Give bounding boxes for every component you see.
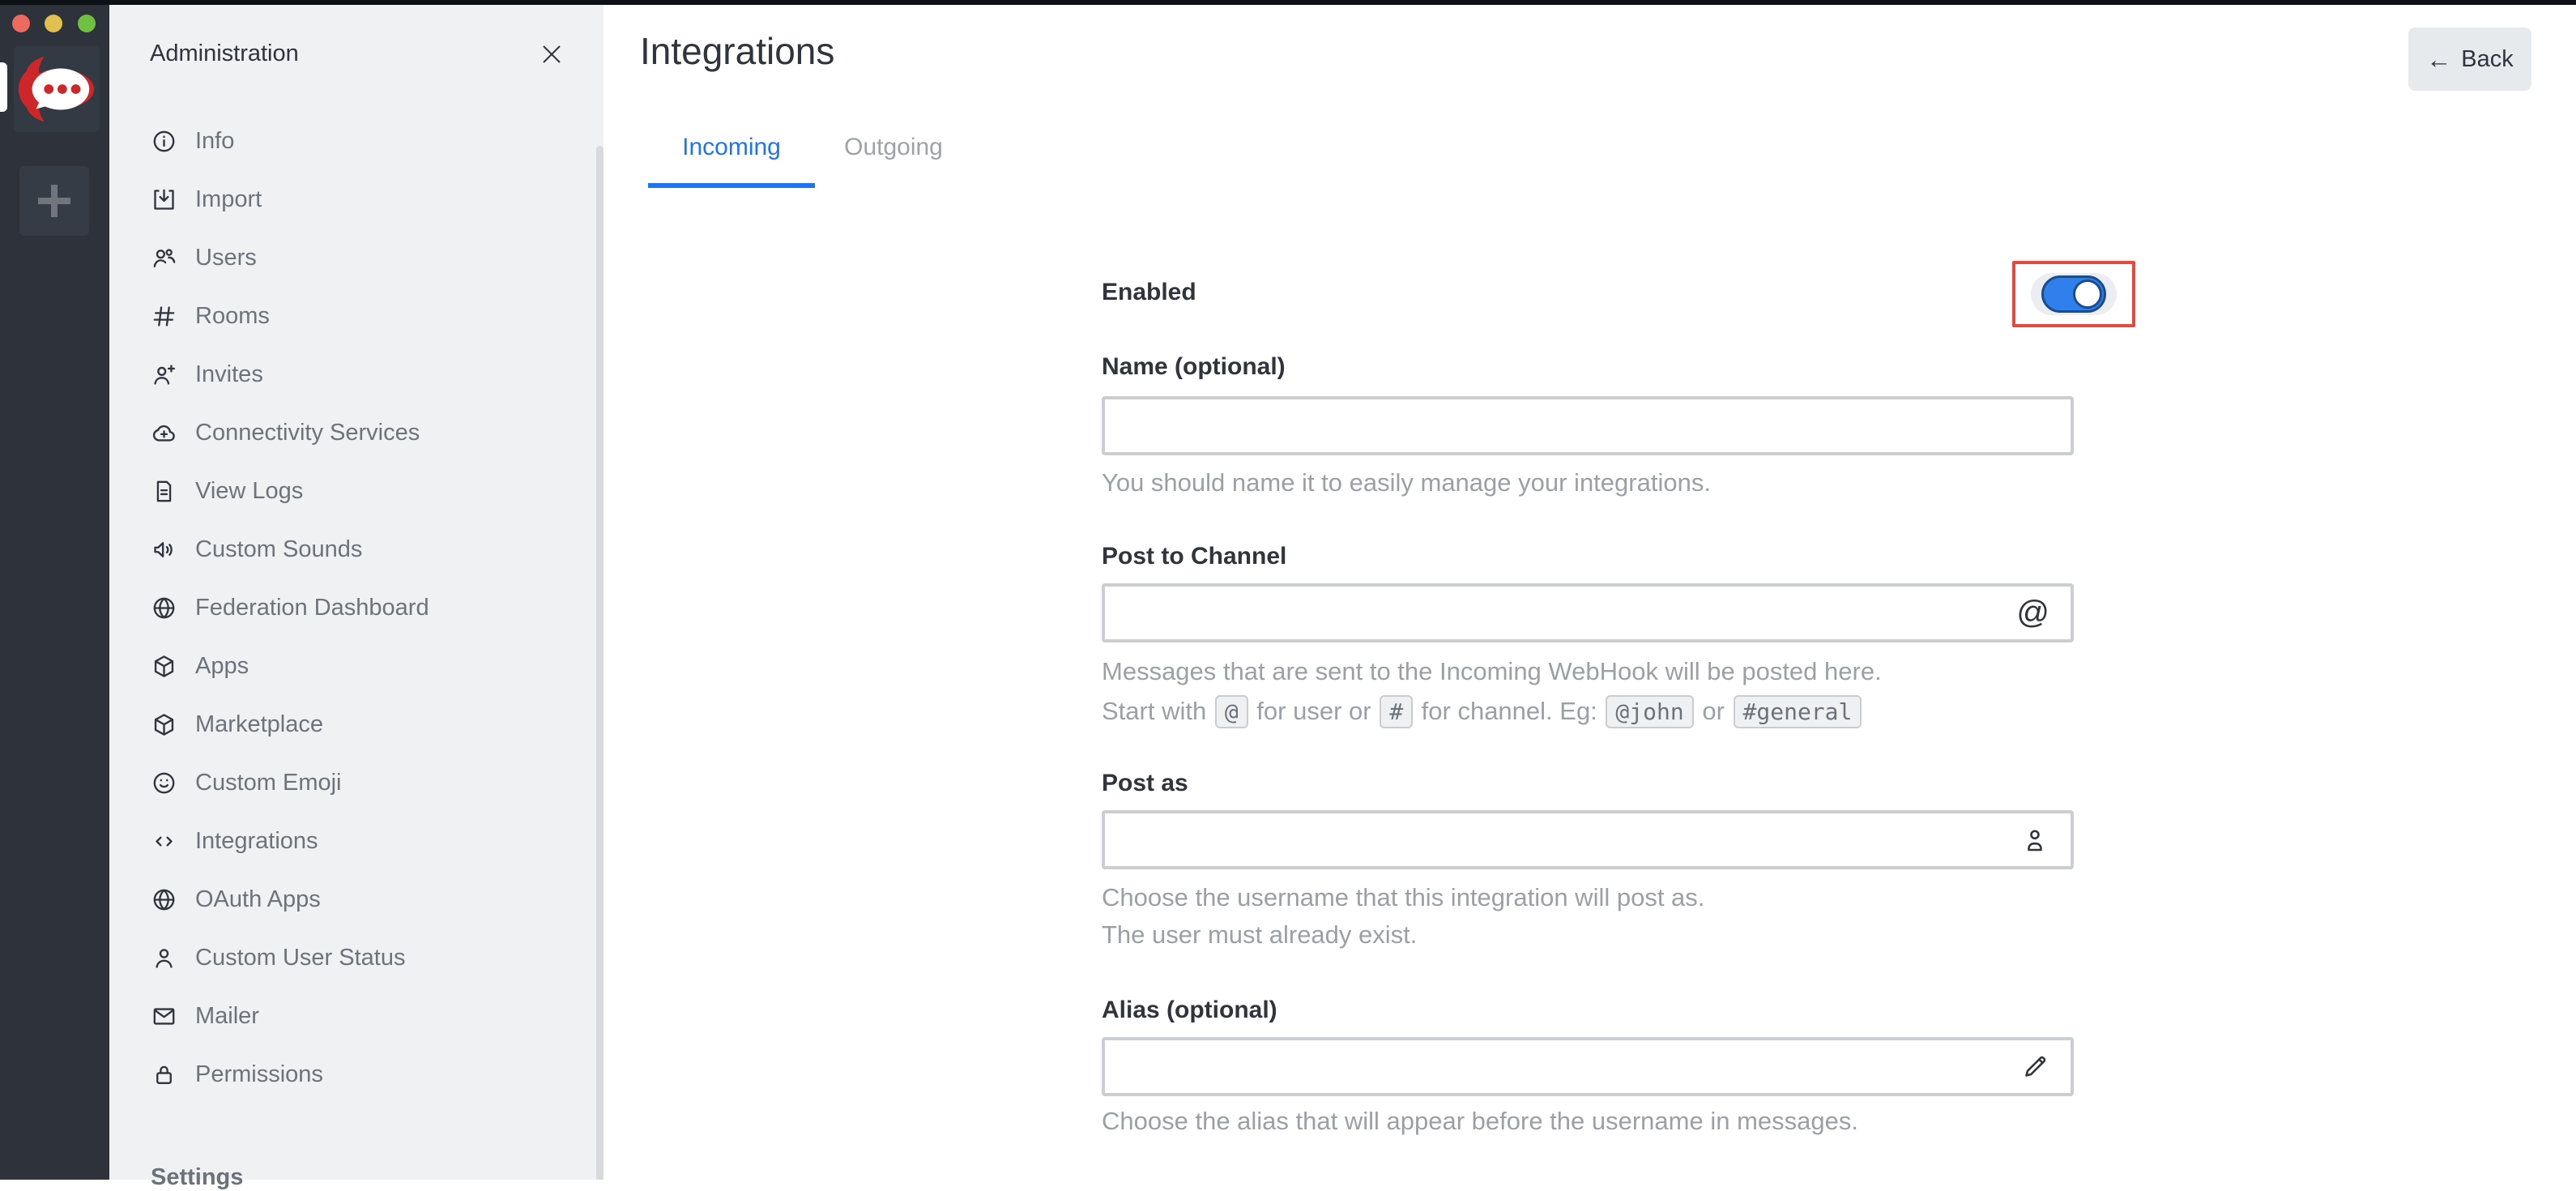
cloud-plus-icon [151, 420, 177, 446]
name-field [1102, 396, 2074, 455]
add-workspace-button[interactable] [19, 166, 89, 236]
name-label: Name (optional) [1102, 353, 1286, 380]
globe-icon [151, 595, 177, 621]
post-as-field [1102, 810, 2074, 869]
window-close-light[interactable] [12, 15, 30, 32]
helper-text: or [1695, 697, 1732, 725]
hash-icon [151, 303, 177, 330]
channel-example-chip: #general [1734, 695, 1862, 728]
channel-helper-syntax [1102, 695, 1863, 728]
sidebar-item-marketplace[interactable] [109, 695, 603, 753]
sidebar-item-view-logs[interactable] [109, 462, 603, 520]
envelope-icon [151, 1003, 177, 1030]
sidebar-item-import[interactable] [109, 170, 603, 228]
plus-icon [33, 180, 75, 222]
administration-panel [109, 0, 603, 1190]
sidebar-item-custom-user-status[interactable] [109, 928, 603, 987]
alias-helper: Choose the alias that will appear before the username in messages. [1102, 1107, 1858, 1135]
sidebar-item-label: View Logs [195, 477, 304, 504]
tab-incoming-label: Incoming [682, 134, 781, 160]
info-icon [151, 128, 177, 155]
sidebar-item-custom-sounds[interactable] [109, 520, 603, 578]
alias-label: Alias (optional) [1102, 997, 1277, 1023]
name-input[interactable] [1102, 396, 2074, 455]
tab-incoming[interactable] [648, 122, 815, 188]
sidebar-item-oauth-apps[interactable] [109, 870, 603, 928]
sidebar-item-label: Marketplace [195, 711, 323, 737]
rocketchat-logo-icon [17, 54, 96, 124]
code-icon [151, 828, 177, 855]
back-arrow-icon: ← [2426, 45, 2452, 74]
sidebar-item-label: Custom User Status [195, 944, 406, 971]
app-sidebar [0, 0, 109, 1180]
sidebar-item-users[interactable] [109, 228, 603, 287]
sidebar-item-label: Integrations [195, 827, 318, 854]
channel-field [1102, 583, 2074, 642]
click-target-highlight [2012, 261, 2135, 327]
globe-icon [151, 886, 177, 913]
admin-menu [109, 112, 603, 1103]
sidebar-item-connectivity-services[interactable] [109, 403, 603, 462]
alias-input[interactable] [1102, 1037, 2074, 1096]
at-chip: @ [1215, 695, 1248, 728]
at-icon: @ [2016, 595, 2049, 630]
helper-text: Start with [1102, 697, 1213, 725]
sidebar-item-integrations[interactable] [109, 812, 603, 870]
sidebar-item-label: Apps [195, 652, 249, 679]
users-icon [151, 245, 177, 271]
sidebar-item-label: Rooms [195, 302, 270, 329]
helper-text: for channel. Eg: [1414, 697, 1605, 725]
sidebar-item-apps[interactable] [109, 637, 603, 695]
sidebar-item-mailer[interactable] [109, 987, 603, 1045]
import-icon [151, 186, 177, 213]
speaker-icon [151, 536, 177, 563]
sidebar-item-label: Users [195, 244, 257, 271]
sidebar-item-info[interactable] [109, 112, 603, 170]
sidebar-item-label: Custom Sounds [195, 536, 363, 562]
enabled-label: Enabled [1102, 279, 1196, 305]
sidebar-item-rooms[interactable] [109, 287, 603, 345]
workspace-avatar[interactable] [14, 46, 100, 132]
pencil-icon [2020, 1037, 2049, 1096]
sidebar-item-label: OAuth Apps [195, 886, 321, 912]
page-title: Integrations [640, 30, 835, 72]
enabled-field [1102, 261, 2105, 327]
close-admin-button[interactable] [535, 38, 568, 70]
incoming-webhook-form [1102, 261, 2074, 1180]
channel-input[interactable] [1102, 583, 2074, 642]
user-plus-icon [151, 361, 177, 388]
post-as-label: Post as [1102, 770, 1188, 796]
integrations-page [603, 0, 2576, 1180]
sidebar-item-label: Custom Emoji [195, 769, 342, 796]
name-helper: You should name it to easily manage your integrations. [1102, 468, 1711, 497]
close-icon [538, 41, 565, 68]
toggle-pill [2041, 275, 2106, 313]
user-example-chip: @john [1606, 695, 1693, 728]
toggle-knob [2073, 280, 2102, 309]
back-button[interactable] [2408, 28, 2531, 91]
sidebar-item-permissions[interactable] [109, 1045, 603, 1103]
tab-outgoing-label: Outgoing [844, 134, 943, 160]
window-minimize-light[interactable] [45, 15, 62, 32]
channel-label: Post to Channel [1102, 543, 1287, 570]
sidebar-item-label: Mailer [195, 1002, 259, 1029]
active-tab-underline [648, 183, 815, 188]
tab-outgoing[interactable] [825, 122, 962, 188]
document-icon [151, 478, 177, 505]
administration-title: Administration [150, 41, 299, 66]
sidebar-item-federation-dashboard[interactable] [109, 578, 603, 637]
person-icon [2020, 810, 2049, 869]
lock-icon [151, 1061, 177, 1088]
admin-panel-scrollbar[interactable] [596, 146, 603, 1180]
channel-helper: Messages that are sent to the Incoming WebHook will be posted here. [1102, 657, 1882, 685]
enabled-toggle[interactable] [2031, 273, 2117, 315]
post-as-helper-1: Choose the username that this integration will post as. [1102, 883, 1705, 911]
cube-icon [151, 711, 177, 738]
integration-tabs [648, 122, 962, 188]
post-as-helper-2: The user must already exist. [1102, 920, 1418, 949]
hash-chip: # [1380, 695, 1413, 728]
sidebar-item-label: Federation Dashboard [195, 594, 429, 621]
settings-section-header: Settings [151, 1164, 244, 1190]
smiley-icon [151, 770, 177, 796]
window-top-edge [0, 0, 2576, 5]
person-icon [151, 945, 177, 971]
sidebar-item-label: Import [195, 186, 262, 212]
cube-icon [151, 653, 177, 680]
helper-text: for user or [1249, 697, 1379, 725]
window-zoom-light[interactable] [78, 15, 96, 32]
post-as-input[interactable] [1102, 810, 2074, 869]
sidebar-item-label: Connectivity Services [195, 419, 420, 446]
active-workspace-indicator [0, 62, 7, 112]
back-button-label: Back [2461, 45, 2514, 72]
alias-field [1102, 1037, 2074, 1096]
sidebar-item-invites[interactable] [109, 345, 603, 403]
administration-header [109, 31, 603, 79]
sidebar-item-label: Info [195, 127, 235, 154]
sidebar-item-label: Permissions [195, 1061, 323, 1087]
sidebar-item-label: Invites [195, 361, 263, 387]
sidebar-item-custom-emoji[interactable] [109, 753, 603, 812]
